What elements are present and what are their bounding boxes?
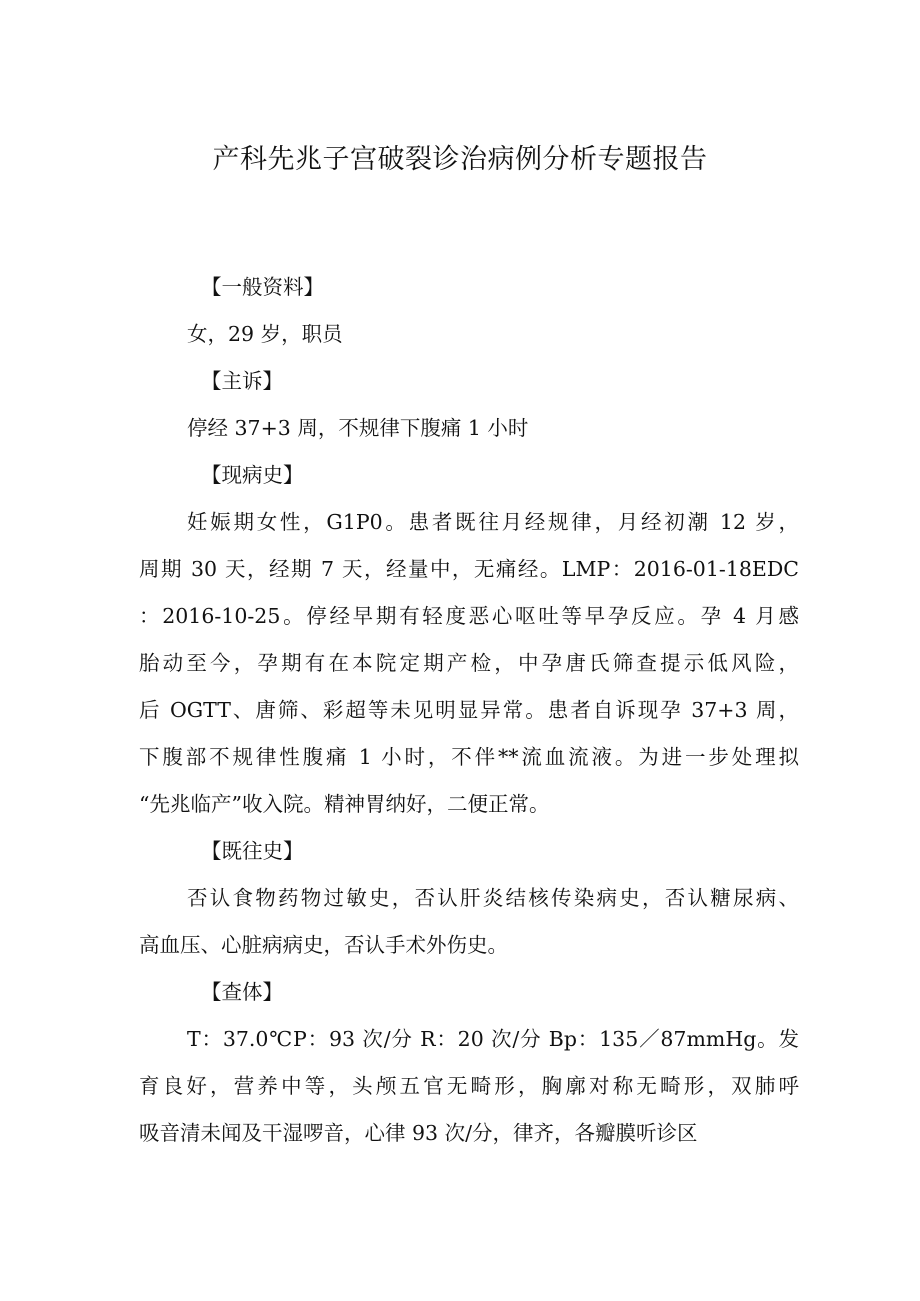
section-heading-exam: 【查体】: [201, 980, 283, 1004]
document-title: 产科先兆子宫破裂诊治病例分析专题报告: [212, 144, 708, 175]
document-body: [139, 264, 799, 1157]
present-illness-line: 胎动至今，孕期有在本院定期产检，中孕唐氏筛查提示低风险，: [139, 651, 799, 675]
section-heading-general: 【一般资料】: [201, 275, 324, 299]
present-illness-line: “先兆临产”收入院。精神胃纳好，二便正常。: [139, 792, 550, 816]
present-illness-line: 妊娠期女性，G1P0。患者既往月经规律，月经初潮 12 岁，: [187, 510, 799, 534]
exam-line: 吸音清未闻及干湿啰音，心律 93 次/分，律齐，各瓣膜听诊区: [139, 1121, 698, 1145]
complaint-text: 停经 37+3 周，不规律下腹痛 1 小时: [187, 416, 529, 440]
section-heading-present-illness: 【现病史】: [201, 463, 304, 487]
section-heading-past-history: 【既往史】: [201, 839, 304, 863]
past-history-line: 否认食物药物过敏史，否认肝炎结核传染病史，否认糖尿病、: [187, 886, 799, 910]
present-illness-line: 后 OGTT、唐筛、彩超等未见明显异常。患者自诉现孕 37+3 周，: [139, 698, 799, 722]
exam-line: 育良好，营养中等，头颅五官无畸形，胸廓对称无畸形，双肺呼: [139, 1074, 799, 1098]
present-illness-line: 下腹部不规律性腹痛 1 小时，不伴**流血流液。为进一步处理拟: [139, 745, 799, 769]
present-illness-line: ：2016-10-25。停经早期有轻度恶心呕吐等早孕反应。孕 4 月感: [139, 604, 799, 628]
section-heading-complaint: 【主诉】: [201, 369, 283, 393]
general-info-text: 女，29 岁，职员: [187, 322, 343, 346]
present-illness-line: 周期 30 天，经期 7 天，经量中，无痛经。LMP：2016-01-18EDC: [139, 557, 799, 581]
past-history-line: 高血压、心脏病病史，否认手术外伤史。: [139, 933, 508, 957]
exam-line: T：37.0℃P：93 次/分 R：20 次/分 Bp：135／87mmHg。发: [187, 1027, 799, 1051]
